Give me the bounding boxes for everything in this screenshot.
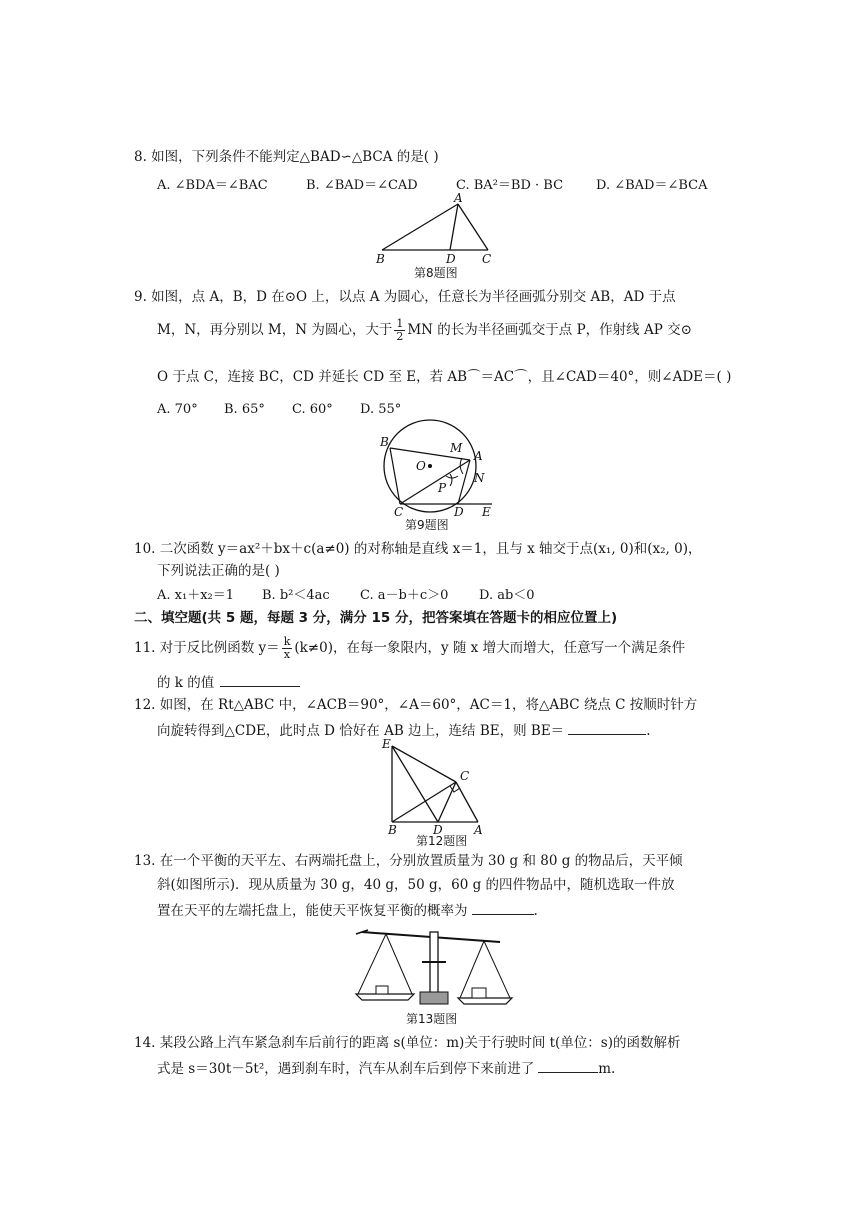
q12-line-1: 12. 如图，在 Rt△ABC 中，∠ACB＝90°，∠A＝60°，AC＝1，将△ABC 绕点 C 按顺时针方 [134, 697, 698, 713]
q11-line-1-end: (k≠0)，在每一象限内，y 随 x 增大而增大，任意写一个满足条件 [294, 640, 686, 656]
q9-option-b: B. 65° [224, 402, 265, 417]
q8-label-c: C [482, 252, 492, 264]
q10-option-b: B. b²＜4ac [262, 588, 330, 603]
q10-line-1: 10. 二次函数 y＝ax²＋bx＋c(a≠0) 的对称轴是直线 x＝1，且与 x 轴交于点(x₁, 0)和(x₂, 0)， [134, 541, 702, 557]
q11-fraction-numerator: k [283, 635, 291, 648]
q9-line-2 [157, 318, 692, 343]
q8-option-b: B. ∠BAD＝∠CAD [306, 178, 418, 193]
q13-right-weight [472, 988, 486, 998]
q10-line-2: 下列说法正确的是( ) [157, 563, 280, 579]
q11-fraction-denominator: x [283, 648, 291, 661]
q9-figure [370, 418, 510, 518]
q12-figure [378, 736, 488, 836]
q9-label-m: M [450, 441, 463, 455]
q14-unit: m. [598, 1061, 616, 1077]
q13-line-3: 置在天平的左端托盘上，能使天平恢复平衡的概率为 . [157, 900, 538, 920]
q9-line-2-start: M，N，再分别以 M，N 为圆心，大于 [157, 322, 393, 338]
q14-line-2 [157, 1058, 615, 1078]
q11-line-2 [157, 672, 300, 692]
q12-side-ec [392, 746, 456, 782]
q14-answer-blank[interactable] [538, 1058, 598, 1073]
q10-option-d: D. ab＜0 [479, 588, 535, 603]
q11-fraction [282, 636, 293, 661]
q8-label-d: D [446, 252, 456, 264]
q8-option-d: D. ∠BAD＝∠BCA [596, 178, 708, 193]
q9-fraction-denominator: 2 [396, 330, 404, 343]
q14-line-2-text: 式是 s＝30t－5t²，遇到刹车时，汽车从刹车后到停下来前进了 [157, 1061, 535, 1077]
q9-fraction-numerator: 1 [396, 317, 404, 330]
q13-line-1: 13. 在一个平衡的天平左、右两端托盘上，分别放置质量为 30 g 和 80 g 的物品后，天平倾 [134, 853, 683, 869]
q9-label-d: D [454, 505, 464, 518]
q9-option-d: D. 55° [360, 402, 402, 417]
q12-side-ed [392, 746, 438, 822]
q13-left-string-1 [358, 934, 386, 994]
q13-base [420, 992, 448, 1004]
q13-left-weight [376, 986, 388, 994]
q9-arc-p [450, 474, 452, 486]
q9-line-2-end: MN 的长为半径画弧交于点 P，作射线 AP 交⊙ [407, 322, 692, 338]
q8-label-a: A [454, 192, 463, 205]
q10-option-a: A. x₁＋x₂＝1 [157, 588, 235, 603]
q11-line-2-text: 的 k 的值 [157, 675, 215, 691]
section-2-heading: 二、填空题(共 5 题，每题 3 分，满分 15 分，把答案填在答题卡的相应位置上) [134, 610, 618, 626]
q13-right-pan [458, 998, 512, 1004]
q12-caption: 第12题图 [416, 834, 468, 848]
q8-caption: 第8题图 [414, 266, 458, 280]
q12-label-b: B [388, 823, 397, 836]
q9-option-c: C. 60° [292, 402, 333, 417]
q8-side-ac [458, 204, 488, 250]
q12-label-e: E [382, 737, 391, 751]
q9-label-e: E [482, 505, 491, 518]
q8-segment-ad [450, 204, 458, 250]
q12-label-d: D [433, 823, 443, 836]
q13-answer-blank[interactable] [472, 900, 534, 915]
q8-stem: 8. 如图，下列条件不能判定△BAD∽△BCA 的是( ) [134, 149, 439, 165]
q9-label-p: P [438, 481, 447, 495]
q8-figure [370, 192, 510, 264]
q8-option-a: A. ∠BDA＝∠BAC [157, 178, 268, 193]
q12-line-2-text: 向旋转得到△CDE，此时点 D 恰好在 AB 边上，连结 BE，则 BE＝ [157, 723, 565, 739]
q9-line-1: 9. 如图，点 A，B，D 在⊙O 上，以点 A 为圆心，任意长为半径画弧分别交 AB，AD 于点 [134, 289, 676, 305]
q9-option-a: A. 70° [157, 402, 198, 417]
q9-line-3: O 于点 C，连接 BC，CD 并延长 CD 至 E，若 AB⌒＝AC⌒，且∠CAD＝40°，则∠ADE＝( ) [157, 369, 732, 385]
q9-center-o [428, 464, 432, 468]
q13-left-string-2 [386, 934, 412, 994]
q14-line-1: 14. 某段公路上汽车紧急刹车后前行的距离 s(单位：m)关于行驶时间 t(单位：s)的函数解析 [134, 1035, 681, 1051]
q8-option-c: C. BA²＝BD · BC [456, 178, 564, 193]
q8-label-b: B [376, 252, 385, 264]
q12-line-2: 向旋转得到△CDE，此时点 D 恰好在 AB 边上，连结 BE，则 BE＝ . [157, 720, 650, 740]
q9-label-o: O [416, 459, 426, 473]
q9-label-n: N [474, 471, 485, 485]
q9-caption: 第9题图 [405, 518, 449, 532]
q10-option-c: C. a－b＋c＞0 [360, 588, 449, 603]
q13-line-3-text: 置在天平的左端托盘上，能使天平恢复平衡的概率为 [157, 903, 468, 919]
q11-answer-blank[interactable] [220, 672, 300, 687]
q9-arc-mn [460, 458, 463, 474]
q12-label-c: C [460, 769, 470, 783]
q12-answer-blank[interactable] [568, 720, 646, 735]
q13-line-2: 斜(如图所示)．现从质量为 30 g，40 g，50 g，60 g 的四件物品中，随机选取一件放 [157, 877, 675, 893]
q9-label-a: A [474, 449, 483, 463]
q11-line-1-start: 11. 对于反比例函数 y＝ [134, 640, 280, 656]
q13-caption: 第13题图 [406, 1012, 458, 1026]
q9-fraction [394, 318, 405, 343]
q13-figure [350, 922, 520, 1012]
q8-side-ba [382, 204, 458, 250]
q11-line-1 [134, 636, 685, 661]
q13-right-string-2 [484, 941, 510, 998]
q12-label-a: A [474, 823, 483, 836]
q13-left-pan [356, 994, 414, 1000]
q9-label-b: B [380, 435, 389, 449]
q9-label-c: C [394, 505, 404, 518]
